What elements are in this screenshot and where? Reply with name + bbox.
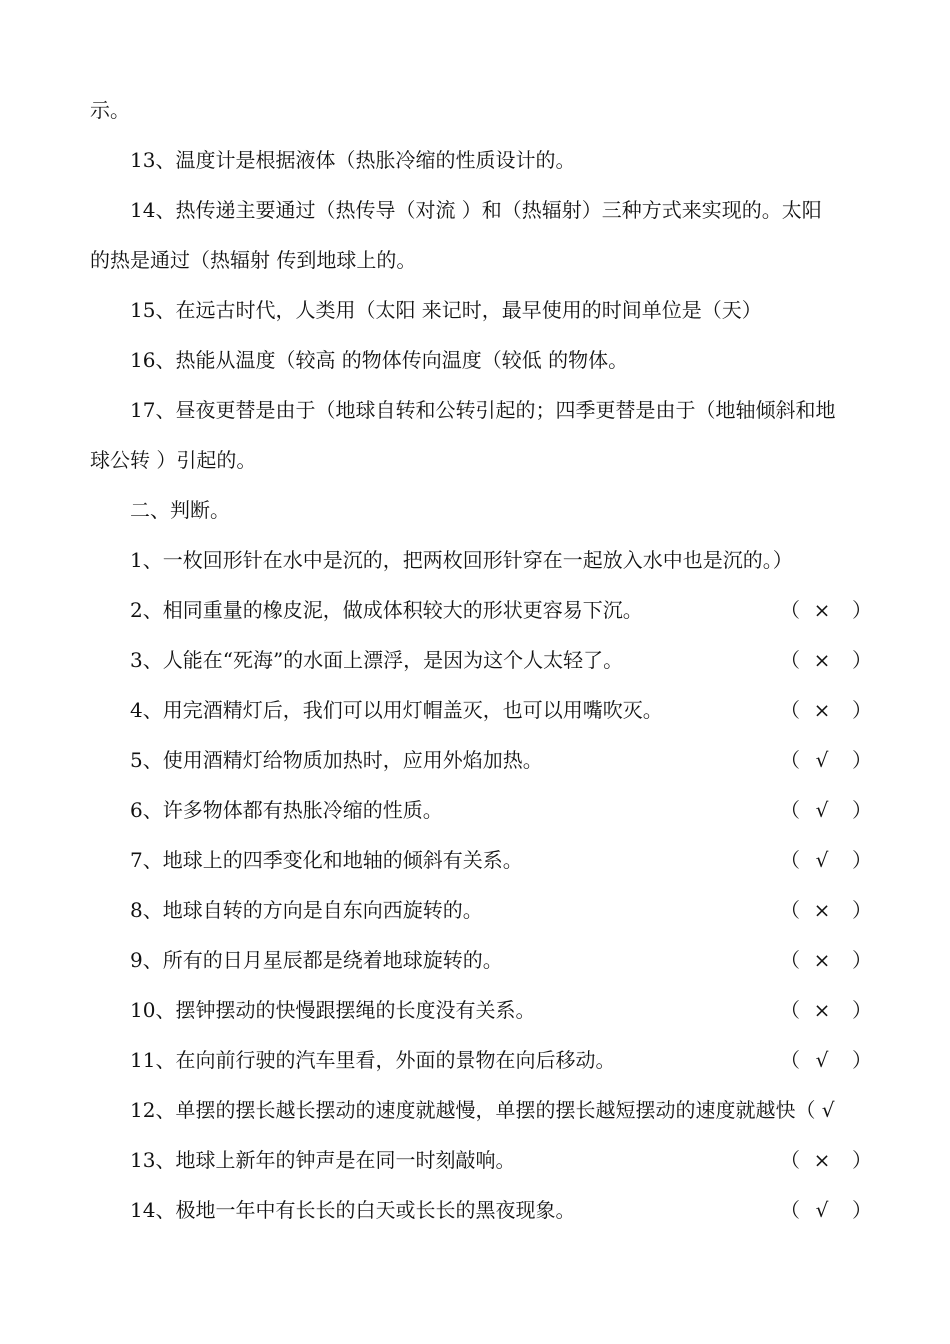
judge-item-8: 8、地球自转的方向是自东向西旋转的。 [130,898,483,922]
right-paren: ） [852,748,872,772]
check-icon: √ [815,798,829,822]
judge-item-10: 10、摆钟摆动的快慢跟摆绳的长度没有关系。 [130,998,536,1022]
judge-item-1: 1、一枚回形针在水中是沉的，把两枚回形针穿在一起放入水中也是沉的。） [130,548,793,572]
right-paren: ） [852,598,872,622]
left-paren: （ [780,748,800,772]
cross-icon: × [813,648,831,672]
cross-icon: × [813,698,831,722]
judge-item-7: 7、地球上的四季变化和地轴的倾斜有关系。 [130,848,523,872]
check-icon: √ [815,1048,829,1072]
section-heading: 二、判断。 [130,498,230,522]
left-paren: （ [780,598,800,622]
check-icon: √ [815,848,829,872]
fill-item-14-continued: 的热是通过（热辐射 传到地球上的。 [90,248,417,272]
left-paren: （ [780,1148,800,1172]
right-paren: ） [852,948,872,972]
judge-item-9: 9、所有的日月星辰都是绕着地球旋转的。 [130,948,503,972]
right-paren: ） [852,898,872,922]
judge-item-11: 11、在向前行驶的汽车里看，外面的景物在向后移动。 [130,1048,616,1072]
right-paren: ） [852,648,872,672]
fill-item-17: 17、昼夜更替是由于（地球自转和公转引起的；四季更替是由于（地轴倾斜和地 [130,398,836,422]
check-icon: √ [815,748,829,772]
judge-item-3: 3、人能在“死海”的水面上漂浮，是因为这个人太轻了。 [130,648,624,672]
left-paren: （ [780,1048,800,1072]
left-paren: （ [780,898,800,922]
fill-item-13: 13、温度计是根据液体（热胀冷缩的性质设计的。 [130,148,576,172]
cross-icon: × [813,998,831,1022]
judge-item-4: 4、用完酒精灯后，我们可以用灯帽盖灭，也可以用嘴吹灭。 [130,698,663,722]
fill-item-16: 16、热能从温度（较高 的物体传向温度（较低 的物体。 [130,348,629,372]
right-paren: ） [852,998,872,1022]
left-paren: （ [780,948,800,972]
fill-item-15: 15、在远古时代，人类用（太阳 来记时，最早使用的时间单位是（天） [130,298,762,322]
judge-item-13: 13、地球上新年的钟声是在同一时刻敲响。 [130,1148,516,1172]
judge-item-12: 12、单摆的摆长越长摆动的速度就越慢，单摆的摆长越短摆动的速度就越快（ √ [130,1098,835,1122]
left-paren: （ [780,998,800,1022]
right-paren: ） [852,1148,872,1172]
check-icon: √ [815,1198,829,1222]
right-paren: ） [852,848,872,872]
left-paren: （ [780,648,800,672]
judge-item-14: 14、极地一年中有长长的白天或长长的黑夜现象。 [130,1198,576,1222]
continuation-text: 示。 [90,98,130,122]
cross-icon: × [813,898,831,922]
judge-item-2: 2、相同重量的橡皮泥，做成体积较大的形状更容易下沉。 [130,598,643,622]
judge-item-6: 6、许多物体都有热胀冷缩的性质。 [130,798,443,822]
cross-icon: × [813,948,831,972]
right-paren: ） [852,698,872,722]
left-paren: （ [780,698,800,722]
cross-icon: × [813,598,831,622]
left-paren: （ [780,1198,800,1222]
cross-icon: × [813,1148,831,1172]
right-paren: ） [852,798,872,822]
right-paren: ） [852,1198,872,1222]
fill-item-17-continued: 球公转 ）引起的。 [90,448,257,472]
fill-item-14: 14、热传递主要通过（热传导（对流 ）和（热辐射）三种方式来实现的。太阳 [130,198,822,222]
right-paren: ） [852,1048,872,1072]
left-paren: （ [780,798,800,822]
left-paren: （ [780,848,800,872]
judge-item-5: 5、使用酒精灯给物质加热时，应用外焰加热。 [130,748,543,772]
